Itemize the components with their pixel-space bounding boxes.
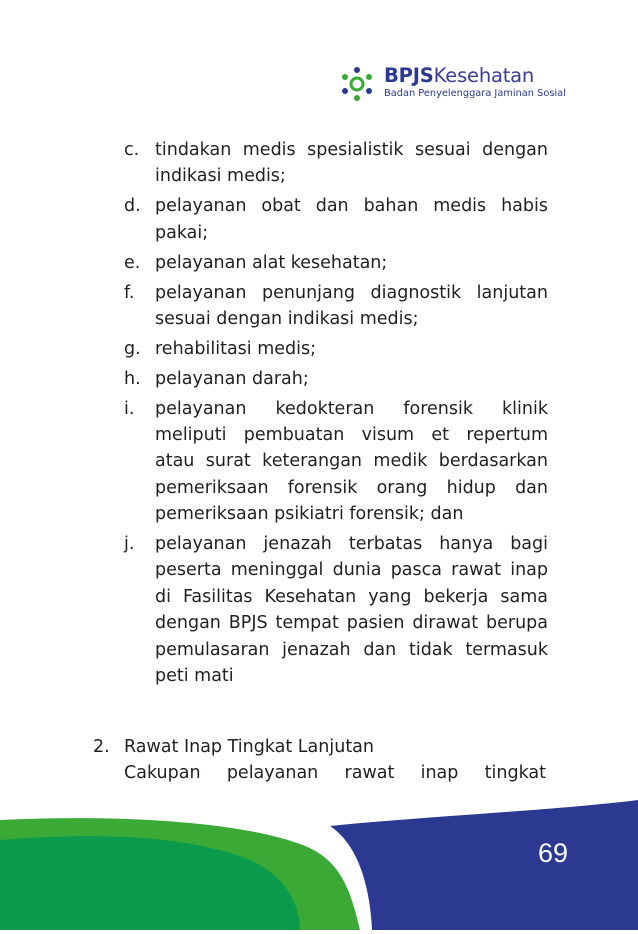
- page-number: 69: [538, 838, 569, 868]
- list-item-line: di Fasilitas Kesehatan yang bekerja sama: [155, 586, 548, 607]
- list-item-marker: c.: [124, 140, 140, 160]
- list-item-line: pelayanan alat kesehatan;: [155, 252, 388, 273]
- list-item-line: meliputi pembuatan visum et repertum: [155, 424, 548, 445]
- list-item-line: pelayanan darah;: [155, 368, 309, 389]
- section-title: Rawat Inap Tingkat Lanjutan: [124, 737, 374, 757]
- list-item-marker: e.: [124, 252, 141, 273]
- list-item-line: pemeriksaan psikiatri forensik; dan: [155, 504, 464, 525]
- list-item-marker: i.: [124, 398, 135, 419]
- section-body-line: Cakupan pelayanan rawat inap tingkat: [124, 763, 546, 783]
- list-item-line: pelayanan obat dan bahan medis habis: [155, 196, 548, 217]
- list-item-marker: f.: [124, 282, 135, 303]
- bpjs-ring-icon: [337, 66, 377, 102]
- list-item-line: pelayanan penunjang diagnostik lanjutan: [155, 282, 548, 303]
- list-item-line: peserta meninggal dunia pasca rawat inap: [155, 560, 548, 581]
- list-item-line: sesuai dengan indikasi medis;: [155, 308, 419, 329]
- list-item-line: rehabilitasi medis;: [155, 338, 317, 359]
- list-item-line: pemeriksaan forensik orang hidup dan: [155, 477, 548, 498]
- list-item-marker: d.: [124, 196, 141, 217]
- bpjs-logo: [337, 64, 566, 104]
- list-item-line: pakai;: [155, 222, 209, 243]
- list-item-line: pelayanan jenazah terbatas hanya bagi: [155, 534, 548, 555]
- list-item-line: pelayanan kedokteran forensik klinik: [155, 398, 548, 419]
- logo-brand: BPJSKesehatan: [384, 64, 535, 87]
- list-item-line: atau surat keterangan medik berdasarkan: [155, 451, 548, 472]
- list-item-marker: g.: [124, 338, 141, 359]
- logo-subtitle: Badan Penyelenggara Jaminan Sosial: [384, 88, 566, 99]
- section-body: [124, 760, 546, 786]
- list-item-line: pemulasaran jenazah dan tidak termasuk: [155, 639, 548, 660]
- section-marker: 2.: [93, 737, 110, 757]
- list-item-line: dengan BPJS tempat pasien dirawat berupa: [155, 613, 548, 634]
- list-item-marker: h.: [124, 368, 141, 389]
- list-item-line: indikasi medis;: [155, 166, 286, 187]
- list-item-line: peti mati: [155, 666, 234, 687]
- list-item-line: tindakan medis spesialistik sesuai dengan: [155, 140, 548, 160]
- list-item-marker: j.: [124, 534, 135, 555]
